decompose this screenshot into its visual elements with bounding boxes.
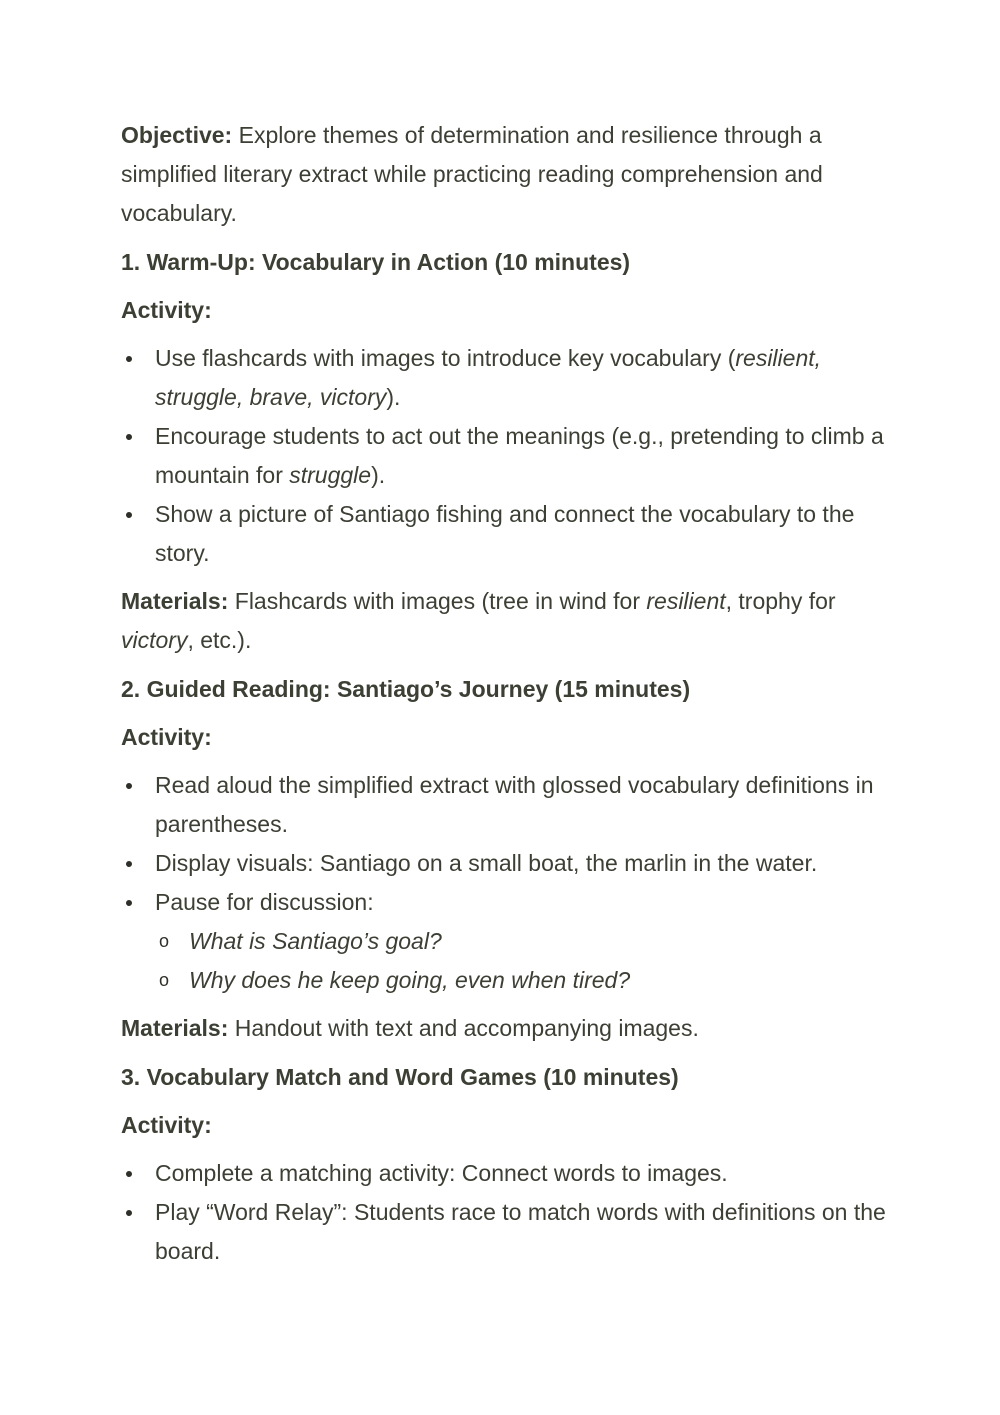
list-item-text: Pause for discussion: [155,889,374,915]
list-item-text: ). [371,462,386,488]
list-item [121,339,891,417]
section-2-materials [121,1009,891,1048]
objective-text: Explore themes of determination and resilience through a simplified literary extract while practicing reading comprehension and vocabulary. [121,122,823,226]
materials-label: Materials: [121,588,229,614]
list-item-text: Encourage students to act out the meanings (e.g., pretending to climb a mountain for [155,423,884,488]
objective-paragraph [121,116,891,233]
list-item-italic: struggle [289,462,372,488]
section-1-materials [121,582,891,660]
list-item [121,883,891,1000]
section-3-heading: 3. Vocabulary Match and Word Games (10 minutes) [121,1064,679,1090]
list-item-text: ). [386,384,401,410]
discussion-question: o Why does he keep going, even when tired? [155,961,891,1000]
section-2-activity-label: Activity: [121,724,212,750]
list-item-italic: resilient, struggle, brave, victory [155,345,822,410]
list-item: Complete a matching activity: Connect words to images. [121,1154,891,1193]
discussion-question: o What is Santiago’s goal? [155,922,891,961]
list-item [121,417,891,495]
section-2-heading: 2. Guided Reading: Santiago’s Journey (15 minutes) [121,676,691,702]
list-item: Show a picture of Santiago fishing and connect the vocabulary to the story. [121,495,891,573]
list-item-text: Use flashcards with images to introduce key vocabulary ( [155,345,736,371]
materials-italic: resilient [646,588,726,614]
section-1-activity-label: Activity: [121,297,212,323]
materials-label: Materials: [121,1015,229,1041]
section-3-activity-list [121,1154,891,1271]
materials-text: , trophy for [725,588,836,614]
section-3-activity-label: Activity: [121,1112,212,1138]
section-1-activity-list [121,339,891,573]
section-1-heading: 1. Warm-Up: Vocabulary in Action (10 minutes) [121,249,631,275]
materials-text: Handout with text and accompanying images. [228,1015,699,1041]
objective-label: Objective: [121,122,233,148]
list-item: Play “Word Relay”: Students race to match words with definitions on the board. [121,1193,891,1271]
materials-text: Flashcards with images (tree in wind for [228,588,647,614]
list-item: Read aloud the simplified extract with glossed vocabulary definitions in parentheses. [121,766,891,844]
materials-text: , etc.). [187,627,252,653]
discussion-questions [155,922,891,1000]
list-item: Display visuals: Santiago on a small boat, the marlin in the water. [121,844,891,883]
section-2-activity-list [121,766,891,1000]
document-page [121,116,891,1280]
materials-italic: victory [121,627,188,653]
